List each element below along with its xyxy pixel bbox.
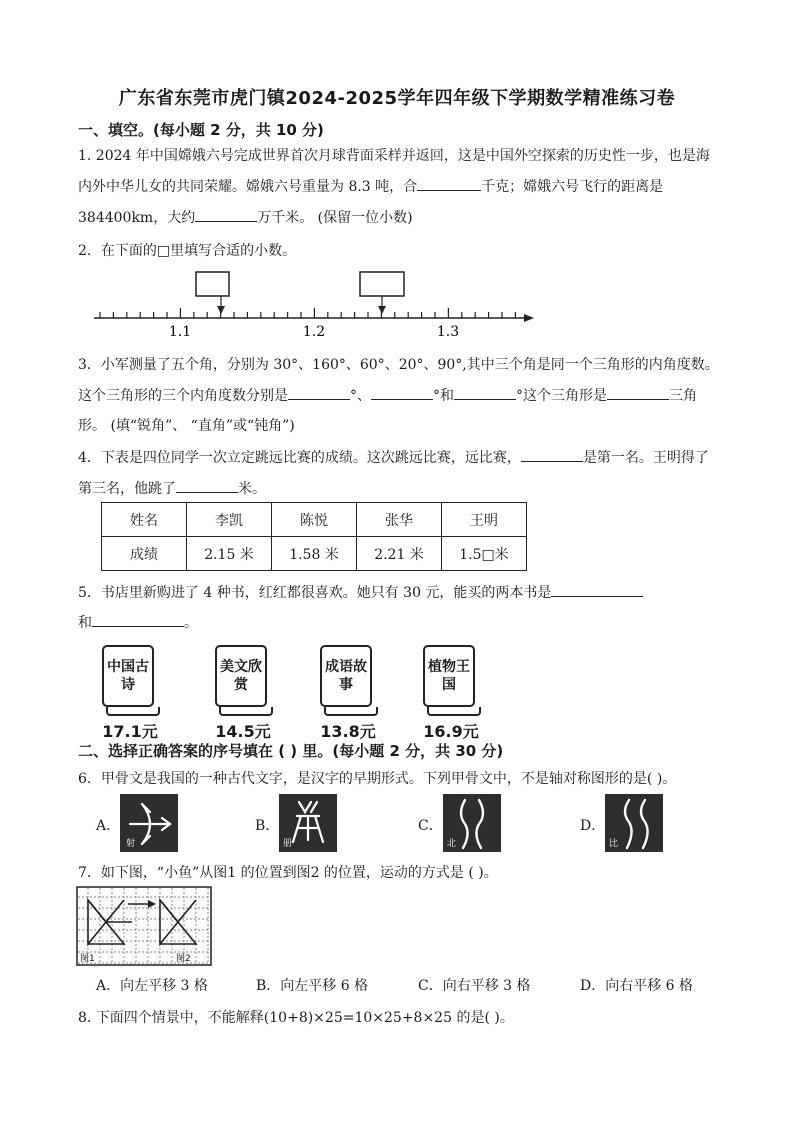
q3-line1: 3．小军测量了五个角，分别为 30°、160°、60°、20°、90°,其中三个角是同一个三角形的内角度数。: [78, 357, 719, 373]
q5-line2-text-a: 和: [78, 615, 92, 631]
q3-blank-angle-3[interactable]: [454, 385, 516, 400]
svg-text:射: 射: [126, 839, 136, 849]
q4-line2-text-b: 米。: [238, 481, 266, 497]
q3-line2-text-d: °这个三角形是: [516, 388, 607, 404]
book-price: 16.9元: [423, 722, 479, 741]
q2-ticks: [100, 308, 515, 318]
table-cell: 陈悦: [272, 503, 357, 537]
q6-option-d-label[interactable]: D．: [580, 818, 606, 834]
q2-answer-box-1[interactable]: [196, 272, 229, 296]
q5-blank-book-1[interactable]: [551, 582, 643, 597]
q7-option-a[interactable]: A．向左平移 3 格: [96, 978, 208, 994]
table-cell: 李凯: [187, 503, 272, 537]
page-title: 广东省东莞市虎门镇2024-2025学年四年级下学期数学精准练习卷: [118, 88, 676, 109]
q2-answer-box-2[interactable]: [360, 272, 404, 296]
q4-line1-text-b: 是第一名。王明得了: [582, 450, 709, 466]
q5-line2-text-b: 。: [184, 615, 198, 631]
q4-line2: [78, 478, 266, 498]
q6-option-b-label[interactable]: B．: [255, 818, 280, 834]
book-pages: [324, 707, 378, 716]
q7-grid-figure: [76, 886, 212, 966]
book-pages: [106, 707, 160, 716]
q7-option-d[interactable]: D．向右平移 6 格: [580, 978, 694, 994]
q2-label-1-3: 1.3: [436, 324, 460, 340]
svg-text:比: 比: [609, 839, 619, 849]
q3-line3: 形。 (填“锐角”、 “直角”或“钝角”): [78, 418, 295, 434]
q1-line2-text-a: 内外中华儿女的共同荣耀。嫦娥六号重量为 8.3 吨，合: [78, 179, 418, 195]
q1-blank-kg[interactable]: [417, 176, 481, 191]
q5-blank-book-2[interactable]: [92, 612, 184, 627]
q6-option-a-label[interactable]: A．: [96, 818, 121, 834]
book-cover: 美文欣赏: [215, 645, 267, 707]
table-cell: 姓名: [102, 503, 187, 537]
q4-blank-first-place[interactable]: [521, 447, 583, 462]
q5-line1-text: 5．书店里新购进了 4 种书，红红都很喜欢。她只有 30 元，能买的两本书是: [78, 585, 552, 601]
q3-line2-text-e: 三角: [669, 388, 697, 404]
q1-line2: [78, 176, 663, 196]
section2-heading: 二、选择正确答案的序号填在 ( ) 里。(每小题 2 分，共 30 分): [78, 742, 504, 760]
book-cover: 中国古诗: [102, 645, 154, 707]
oracle-bone-ce-icon: [279, 794, 337, 852]
book-price: 14.5元: [215, 722, 271, 741]
q3-blank-angle-1[interactable]: [288, 385, 350, 400]
table-cell: 2.15 米: [187, 537, 272, 571]
q1-line3-text-b: 万千米。 (保留一位小数): [257, 210, 413, 226]
svg-text:北: 北: [447, 839, 457, 849]
q2-label-1-1: 1.1: [168, 324, 192, 340]
q2-label-1-2: 1.2: [302, 324, 326, 340]
q7-text: 7．如下图，“小鱼”从图1 的位置到图2 的位置，运动的方式是 ( )。: [78, 865, 498, 881]
q5-line2: [78, 612, 198, 632]
q7-option-b[interactable]: B．向左平移 6 格: [256, 978, 369, 994]
q8-text: 8. 下面四个情景中，不能解释(10+8)×25=10×25+8×25 的是( )。: [78, 1010, 514, 1026]
q2-text: 2．在下面的□里填写合适的小数。: [78, 243, 297, 259]
q7-fig-label-2: 图2: [176, 954, 191, 964]
table-row: [102, 503, 527, 537]
q3-line2-text-a: 这个三角形的三个内角度数分别是: [78, 388, 288, 404]
q6-glyph-bi[interactable]: [605, 794, 663, 852]
q2-axis-arrowhead: [524, 314, 534, 322]
q4-line2-text-a: 第三名，他跳了: [78, 481, 176, 497]
oracle-bone-bei-icon: [443, 794, 501, 852]
section1-heading: 一、填空。(每小题 2 分，共 10 分): [78, 121, 324, 139]
q1-blank-wan-km[interactable]: [195, 207, 257, 222]
q4-line1-text-a: 4．下表是四位同学一次立定跳远比赛的成绩。这次跳远比赛，远比赛，: [78, 450, 521, 466]
q3-line2: [78, 385, 697, 405]
table-cell: 张华: [357, 503, 442, 537]
book-cover: 成语故事: [320, 645, 372, 707]
q4-score-table: [101, 502, 527, 571]
q1-line1: 1. 2024 年中国嫦娥六号完成世界首次月球背面采样并返回，这是中国外空探索的历史性一步，也是海: [78, 148, 710, 164]
q6-glyph-ce[interactable]: [279, 794, 337, 852]
q6-option-c-label[interactable]: C．: [418, 818, 443, 834]
table-cell: 王明: [442, 503, 527, 537]
q3-blank-triangle-type[interactable]: [607, 385, 669, 400]
book-cover: 植物王国: [423, 645, 475, 707]
q6-text: 6．甲骨文是我国的一种古代文字，是汉字的早期形式。下列甲骨文中，不是轴对称图形的是( )。: [78, 771, 677, 787]
table-cell: 成绩: [102, 537, 187, 571]
q4-blank-distance[interactable]: [176, 478, 238, 493]
q7-option-c[interactable]: C．向右平移 3 格: [418, 978, 531, 994]
q3-line2-text-b: °、: [350, 388, 371, 404]
q2-number-line: [88, 268, 548, 348]
q1-line3-text-a: 384400km，大约: [78, 210, 196, 226]
q6-glyph-she[interactable]: [120, 794, 178, 852]
table-row: [102, 537, 527, 571]
q6-glyph-bei[interactable]: [443, 794, 501, 852]
q7-grid-border: [77, 887, 211, 965]
q3-blank-angle-2[interactable]: [371, 385, 433, 400]
oracle-bone-she-icon: [120, 794, 178, 852]
q1-line3: [78, 207, 413, 227]
book-pages: [219, 707, 273, 716]
oracle-bone-bi-icon: [605, 794, 663, 852]
q3-line2-text-c: °和: [433, 388, 454, 404]
q1-line2-text-b: 千克；嫦娥六号飞行的距离是: [481, 179, 664, 195]
table-cell: 2.21 米: [357, 537, 442, 571]
table-cell: 1.58 米: [272, 537, 357, 571]
q5-line1: [78, 582, 643, 602]
svg-text:册: 册: [283, 839, 293, 849]
q4-line1: [78, 447, 709, 467]
q7-fig-label-1: 图1: [80, 954, 95, 964]
book-price: 17.1元: [102, 722, 158, 741]
book-price: 13.8元: [320, 722, 376, 741]
book-pages: [427, 707, 481, 716]
table-cell: 1.5□米: [442, 537, 527, 571]
